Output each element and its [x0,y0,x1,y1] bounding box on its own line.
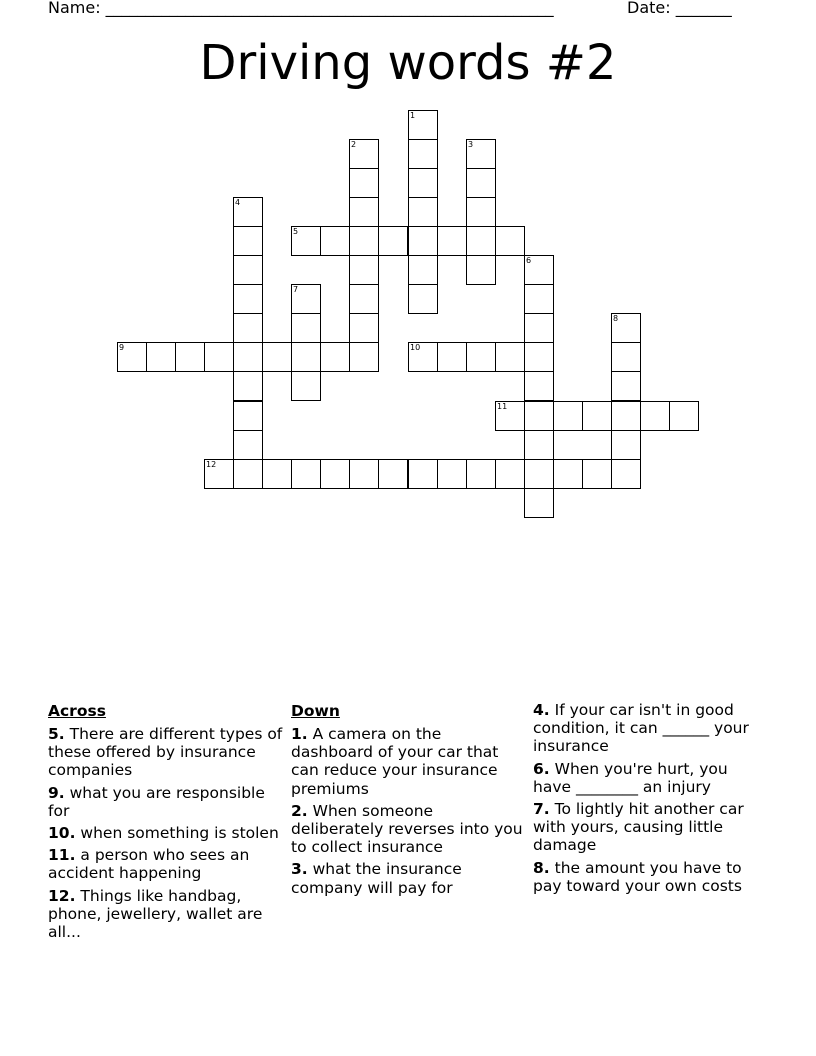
grid-cell[interactable] [524,255,554,285]
grid-cell[interactable] [466,255,496,285]
grid-cell[interactable] [495,401,525,431]
grid-cell[interactable] [233,401,263,431]
grid-cell[interactable] [466,459,496,489]
clue-number: 9 [119,343,125,352]
clue-across-12: 12. Things like handbag, phone, jewellery, wallet are all... [48,886,263,942]
grid-cell[interactable] [175,342,205,372]
grid-cell[interactable] [320,459,350,489]
grid-cell[interactable] [640,401,670,431]
grid-cell[interactable] [466,197,496,227]
grid-cell[interactable] [437,226,467,256]
grid-cell[interactable] [524,401,554,431]
grid-cell[interactable] [262,342,292,372]
grid-cell[interactable] [524,488,554,518]
down-clues-continued [533,701,755,899]
grid-cell[interactable] [408,459,438,489]
clue-down-1: 1. A camera on the dashboard of your car that can reduce your insurance premiums [291,725,499,798]
grid-cell[interactable] [378,226,408,256]
grid-cell[interactable] [466,139,496,169]
clue-number: 4 [235,198,241,207]
grid-cell[interactable] [408,284,438,314]
grid-cell[interactable] [524,371,554,401]
grid-cell[interactable] [349,313,379,343]
grid-cell[interactable] [408,197,438,227]
clue-across-10: 10. when something is stolen [48,824,279,843]
clue-down-7: 7. To lightly hit another car with yours, causing little damage [533,800,744,855]
across-clues [48,701,284,945]
grid-cell[interactable] [291,342,321,372]
grid-cell[interactable] [233,284,263,314]
clue-across-5: 5. There are different types of these offered by insurance companies [48,725,283,780]
grid-cell[interactable] [611,371,641,401]
clue-down-8: 8. the amount you have to pay toward your own costs [533,858,742,895]
grid-cell[interactable] [349,284,379,314]
grid-cell[interactable] [524,284,554,314]
grid-cell[interactable] [611,401,641,431]
grid-cell[interactable] [117,342,147,372]
clue-down-6: 6. When you're hurt, you have ________ an injury [533,759,728,796]
grid-cell[interactable] [233,430,263,460]
grid-cell[interactable] [495,342,525,372]
clue-number: 6 [526,256,532,265]
grid-cell[interactable] [320,342,350,372]
grid-cell[interactable] [349,342,379,372]
puzzle-title: Driving words #2 [199,35,617,91]
grid-cell[interactable] [233,313,263,343]
clue-number: 2 [351,140,357,149]
grid-cell[interactable] [262,459,292,489]
grid-cell[interactable] [466,168,496,198]
grid-cell[interactable] [553,401,583,431]
grid-cell[interactable] [553,459,583,489]
down-clues [291,701,527,901]
grid-cell[interactable] [495,459,525,489]
down-heading: Down [291,702,340,720]
grid-cell[interactable] [349,168,379,198]
grid-cell[interactable] [291,226,321,256]
grid-cell[interactable] [349,226,379,256]
grid-cell[interactable] [524,313,554,343]
grid-cell[interactable] [408,226,438,256]
grid-cell[interactable] [291,459,321,489]
grid-cell[interactable] [524,459,554,489]
clue-number: 11 [497,402,508,411]
grid-cell[interactable] [204,342,234,372]
clue-number: 8 [613,314,619,323]
clue-down-3: 3. what the insurance company will pay for [291,860,462,897]
grid-cell[interactable] [466,342,496,372]
grid-cell[interactable] [291,284,321,314]
grid-cell[interactable] [408,139,438,169]
grid-cell[interactable] [233,255,263,285]
grid-cell[interactable] [408,342,438,372]
grid-cell[interactable] [291,371,321,401]
grid-cell[interactable] [524,430,554,460]
grid-cell[interactable] [466,226,496,256]
grid-cell[interactable] [349,255,379,285]
grid-cell[interactable] [408,255,438,285]
clue-number: 5 [293,227,299,236]
grid-cell[interactable] [349,139,379,169]
grid-cell[interactable] [378,459,408,489]
grid-cell[interactable] [611,342,641,372]
grid-cell[interactable] [233,371,263,401]
grid-cell[interactable] [437,342,467,372]
grid-cell[interactable] [437,459,467,489]
grid-cell[interactable] [291,313,321,343]
grid-cell[interactable] [349,459,379,489]
grid-cell[interactable] [320,226,350,256]
across-heading: Across [48,702,106,720]
grid-cell[interactable] [233,197,263,227]
clue-number: 1 [410,111,416,120]
grid-cell[interactable] [233,226,263,256]
grid-cell[interactable] [582,401,612,431]
grid-cell[interactable] [611,430,641,460]
grid-cell[interactable] [204,459,234,489]
grid-cell[interactable] [233,459,263,489]
clue-number: 12 [206,460,217,469]
grid-cell[interactable] [146,342,176,372]
clue-across-11: 11. a person who sees an accident happening [48,846,250,883]
grid-cell[interactable] [495,226,525,256]
grid-cell[interactable] [582,459,612,489]
clue-number: 3 [468,140,474,149]
grid-cell[interactable] [233,342,263,372]
grid-cell[interactable] [408,110,438,140]
grid-cell[interactable] [669,401,699,431]
name-field-label: Name: ________________________________________________________ [48,0,554,17]
grid-cell[interactable] [611,459,641,489]
clue-down-2: 2. When someone deliberately reverses into you to collect insurance [291,801,523,857]
clue-number: 7 [293,285,299,294]
grid-cell[interactable] [611,313,641,343]
grid-cell[interactable] [349,197,379,227]
clue-down-4: 4. If your car isn't in good condition, it can ______ your insurance [533,701,749,756]
grid-cell[interactable] [408,168,438,198]
clue-number: 10 [410,343,421,352]
clue-across-9: 9. what you are responsible for [48,783,265,820]
date-field-label: Date: _______ [627,0,732,17]
grid-cell[interactable] [524,342,554,372]
